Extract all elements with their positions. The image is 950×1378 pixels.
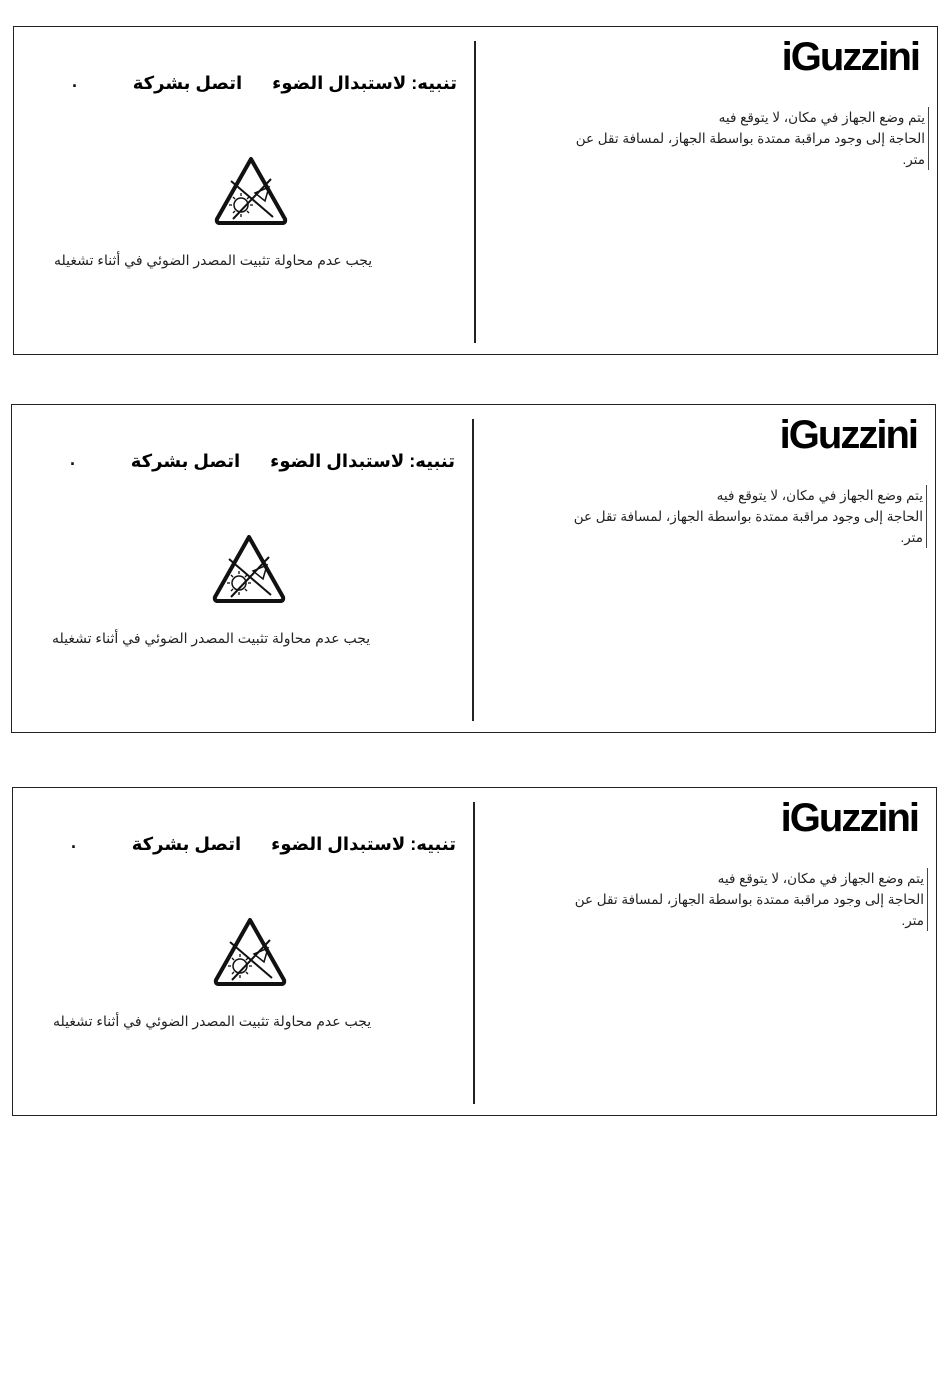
info-line-2: الحاجة إلى وجود مراقبة ممتدة بواسطة الجهاز، لمسافة تقل عن	[574, 892, 924, 907]
warning-note: يجب عدم محاولة تثبيت المصدر الضوئي في أثناء تشغيله	[52, 630, 371, 646]
card-divider	[473, 802, 475, 1104]
warning-text-2: اتصل بشركة	[131, 834, 242, 854]
warning-blank-dot: .	[71, 832, 77, 852]
label-card-3	[12, 787, 937, 1116]
info-line-1: يتم وضع الجهاز في مكان، لا يتوقع فيه	[718, 110, 925, 125]
warning-text-1: لاستبدال الضوء	[272, 73, 407, 93]
placement-info	[575, 868, 928, 931]
info-line-3: متر.	[902, 152, 925, 167]
info-line-3: متر.	[901, 913, 924, 928]
info-line-3: متر.	[900, 530, 923, 545]
warning-text-1: لاستبدال الضوء	[271, 834, 406, 854]
no-touch-hot-lamp-warning-icon	[211, 533, 287, 605]
warning-note: يجب عدم محاولة تثبيت المصدر الضوئي في أثناء تشغيله	[54, 252, 373, 268]
no-touch-hot-lamp-warning-icon	[212, 916, 288, 988]
warning-text-2: اتصل بشركة	[130, 451, 241, 471]
card-divider	[474, 41, 476, 343]
info-line-1: يتم وضع الجهاز في مكان، لا يتوقع فيه	[717, 871, 924, 886]
info-line-2: الحاجة إلى وجود مراقبة ممتدة بواسطة الجهاز، لمسافة تقل عن	[575, 131, 925, 146]
warning-title	[131, 451, 455, 472]
info-line-1: يتم وضع الجهاز في مكان، لا يتوقع فيه	[716, 488, 923, 503]
warning-blank-dot: .	[70, 449, 76, 469]
warning-label: تنبيه:	[409, 451, 455, 471]
brand-logo: iGuzzini	[780, 796, 918, 840]
warning-label: تنبيه:	[410, 834, 456, 854]
warning-note: يجب عدم محاولة تثبيت المصدر الضوئي في أثناء تشغيله	[53, 1013, 372, 1029]
no-touch-hot-lamp-warning-icon	[213, 155, 289, 227]
brand-logo: iGuzzini	[779, 413, 917, 457]
label-card-1	[13, 26, 938, 355]
placement-info	[576, 107, 929, 170]
warning-text-2: اتصل بشركة	[132, 73, 243, 93]
card-divider	[472, 419, 474, 721]
warning-text-1: لاستبدال الضوء	[270, 451, 405, 471]
placement-info	[574, 485, 927, 548]
brand-logo: iGuzzini	[781, 35, 919, 79]
warning-blank-dot: .	[72, 71, 78, 91]
warning-label: تنبيه:	[411, 73, 457, 93]
info-line-2: الحاجة إلى وجود مراقبة ممتدة بواسطة الجهاز، لمسافة تقل عن	[573, 509, 923, 524]
warning-title	[133, 73, 457, 94]
label-card-2	[11, 404, 936, 733]
warning-title	[132, 834, 456, 855]
